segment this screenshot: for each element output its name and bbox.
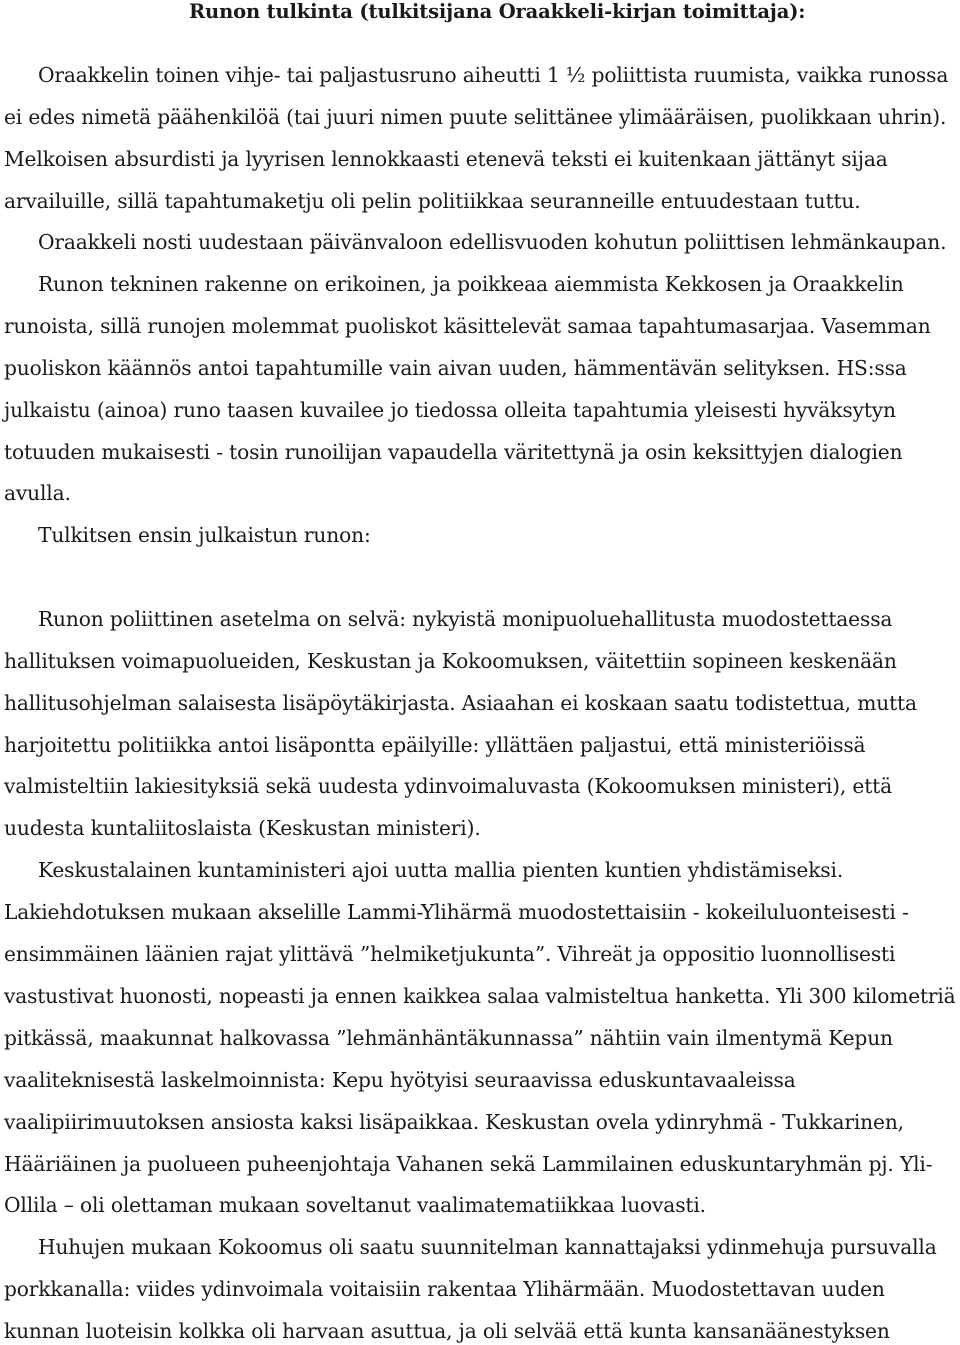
text-line: Ollila – oli olettaman mukaan soveltanut vaalimatematiikkaa luovasti.	[4, 1193, 706, 1217]
text-line: Melkoisen absurdisti ja lyyrisen lennokkaasti etenevä teksti ei kuitenkaan jättänyt sijaa	[4, 147, 888, 171]
text-line: vaaliteknisestä laskelmoinnista: Kepu hyötyisi seuraavissa eduskuntavaaleissa	[4, 1068, 796, 1092]
text-line: avulla.	[4, 481, 71, 505]
text-line: Lakiehdotuksen mukaan akselille Lammi-Ylihärmä muodostettaisiin - kokeiluluonteisesti -	[4, 900, 909, 924]
text-line: pitkässä, maakunnat halkovassa ”lehmänhäntäkunnassa” nähtiin vain ilmentymä Kepun	[4, 1026, 893, 1050]
text-line: ei edes nimetä päähenkilöä (tai juuri nimen puute selittänee ylimääräisen, puolikkaan uhrin).	[4, 105, 947, 129]
text-line: uudesta kuntaliitoslaista (Keskustan ministeri).	[4, 816, 481, 840]
text-line: Keskustalainen kuntaministeri ajoi uutta mallia pienten kuntien yhdistämiseksi.	[38, 858, 844, 882]
text-line: hallituksen voimapuolueiden, Keskustan ja Kokoomuksen, väitettiin sopineen keskenään	[4, 649, 897, 673]
text-line: Oraakkelin toinen vihje- tai paljastusruno aiheutti 1 ½ poliittista ruumista, vaikka runossa	[38, 63, 949, 87]
text-line: hallitusohjelman salaisesta lisäpöytäkirjasta. Asiaahan ei koskaan saatu todistettua, mutta	[4, 691, 917, 715]
text-line: Runon poliittinen asetelma on selvä: nykyistä monipuoluehallitusta muodostettaessa	[38, 607, 893, 631]
text-line: harjoitettu politiikka antoi lisäpontta epäilyille: yllättäen paljastui, että ministeriöissä	[4, 733, 866, 757]
text-line: Huhujen mukaan Kokoomus oli saatu suunnitelman kannattajaksi ydinmehuja pursuvalla	[38, 1235, 937, 1259]
text-line: Runon tekninen rakenne on erikoinen, ja poikkeaa aiemmista Kekkosen ja Oraakkelin	[38, 272, 904, 296]
text-line: puoliskon käännös antoi tapahtumille vain aivan uuden, hämmentävän selityksen. HS:ssa	[4, 356, 907, 380]
text-line: Tulkitsen ensin julkaistun runon:	[38, 523, 371, 547]
text-line: arvailuille, sillä tapahtumaketju oli pelin politiikkaa seuranneille entuudestaan tuttu.	[4, 189, 861, 213]
text-line: porkkanalla: viides ydinvoimala voitaisiin rakentaa Ylihärmään. Muodostettavan uuden	[4, 1277, 885, 1301]
text-line: Oraakkeli nosti uudestaan päivänvaloon edellisvuoden kohutun poliittisen lehmänkaupan.	[38, 230, 947, 254]
text-line: runoista, sillä runojen molemmat puoliskot käsittelevät samaa tapahtumasarjaa. Vasemman	[4, 314, 931, 338]
text-line: Hääriäinen ja puolueen puheenjohtaja Vahanen sekä Lammilainen eduskuntaryhmän pj. Yli-	[4, 1152, 933, 1176]
text-line: ensimmäinen läänien rajat ylittävä ”helmiketjukunta”. Vihreät ja oppositio luonnollisesti	[4, 942, 896, 966]
text-line: totuuden mukaisesti - tosin runoilijan vapaudella väritettynä ja osin keksittyjen dialogien	[4, 440, 903, 464]
text-line: julkaistu (ainoa) runo taasen kuvailee jo tiedossa olleita tapahtumia yleisesti hyväksytyn	[4, 398, 896, 422]
text-line: valmisteltiin lakiesityksiä sekä uudesta ydinvoimaluvasta (Kokoomuksen ministeri), että	[4, 774, 893, 798]
text-line: vastustivat huonosti, nopeasti ja ennen kaikkea salaa valmisteltua hanketta. Yli 300 kilometriä	[4, 984, 956, 1008]
text-line: vaalipiirimuutoksen ansiosta kaksi lisäpaikkaa. Keskustan ovela ydinryhmä - Tukkarinen,	[4, 1110, 904, 1134]
document-title: Runon tulkinta (tulkitsijana Oraakkeli-kirjan toimittaja):	[189, 0, 806, 23]
text-line: kunnan luoteisin kolkka oli harvaan asuttua, ja oli selvää että kunta kansanäänestyksen	[4, 1319, 890, 1343]
